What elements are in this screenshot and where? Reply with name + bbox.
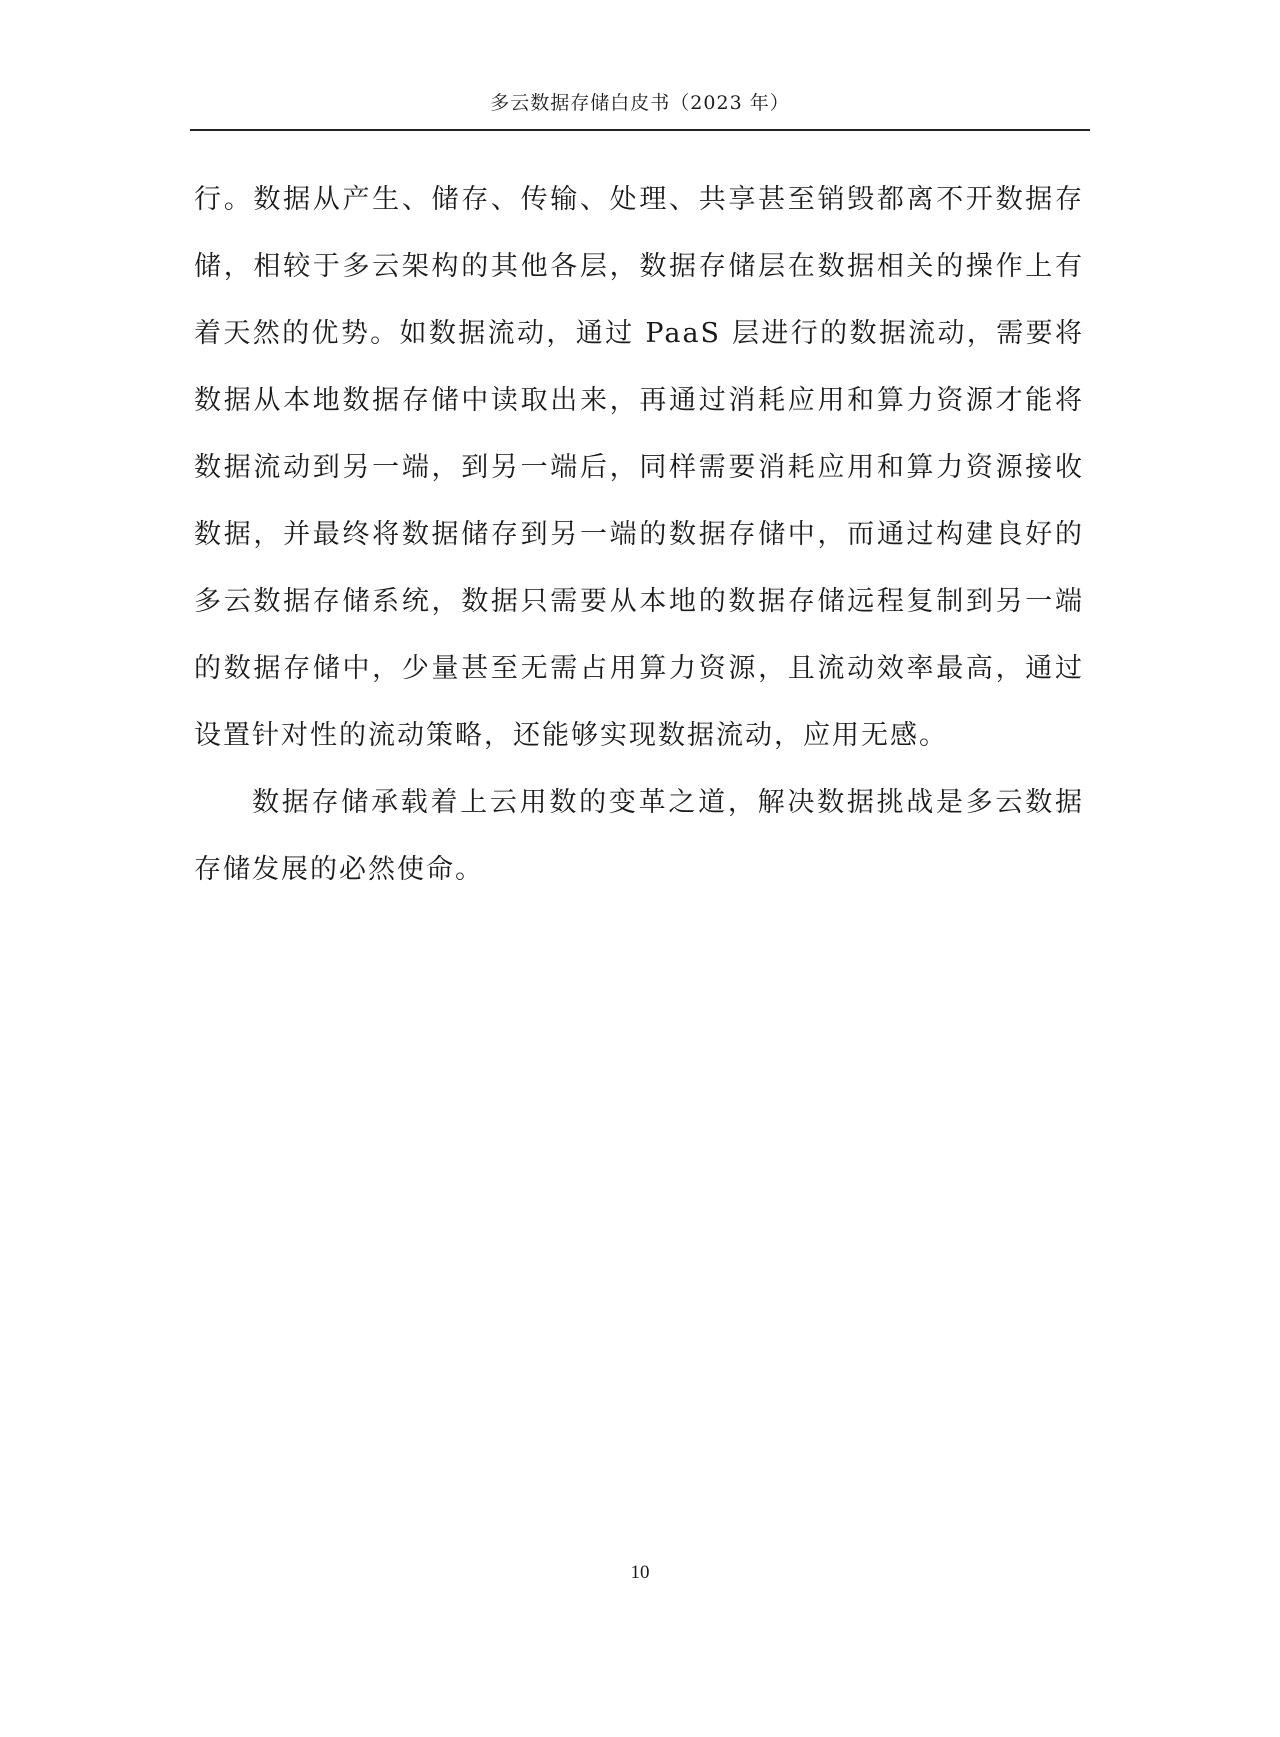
page-number: 10 — [630, 1562, 650, 1583]
running-header: 多云数据存储白皮书（2023 年） — [490, 92, 790, 114]
header-rule — [190, 129, 1090, 131]
paragraph-conclusion: 数据存储承载着上云用数的变革之道，解决数据挑战是多云数据存储发展的必然使命。 — [194, 787, 1084, 885]
body-text — [194, 166, 1084, 903]
paragraph-continuation: 行。数据从产生、储存、传输、处理、共享甚至销毁都离不开数据存储，相较于多云架构的其他各层，数据存储层在数据相关的操作上有着天然的优势。如数据流动，通过 PaaS 层进行的数据流动，需要将数据从本地数据存储中读取出来，再通过消耗应用和算力资源才能将数据流动到另一端，到另一端后，同样需要消耗应用和算力资源接收数据，并最终将数据储存到另一端的数据存储中，而通过构建良好的多云数据存储系统，数据只需要从本地的数据存储远程复制到另一端的数据存储中，少量甚至无需占用算力资源，且流动效率最高，通过设置针对性的流动策略，还能够实现数据流动，应用无感。 — [194, 184, 1084, 751]
